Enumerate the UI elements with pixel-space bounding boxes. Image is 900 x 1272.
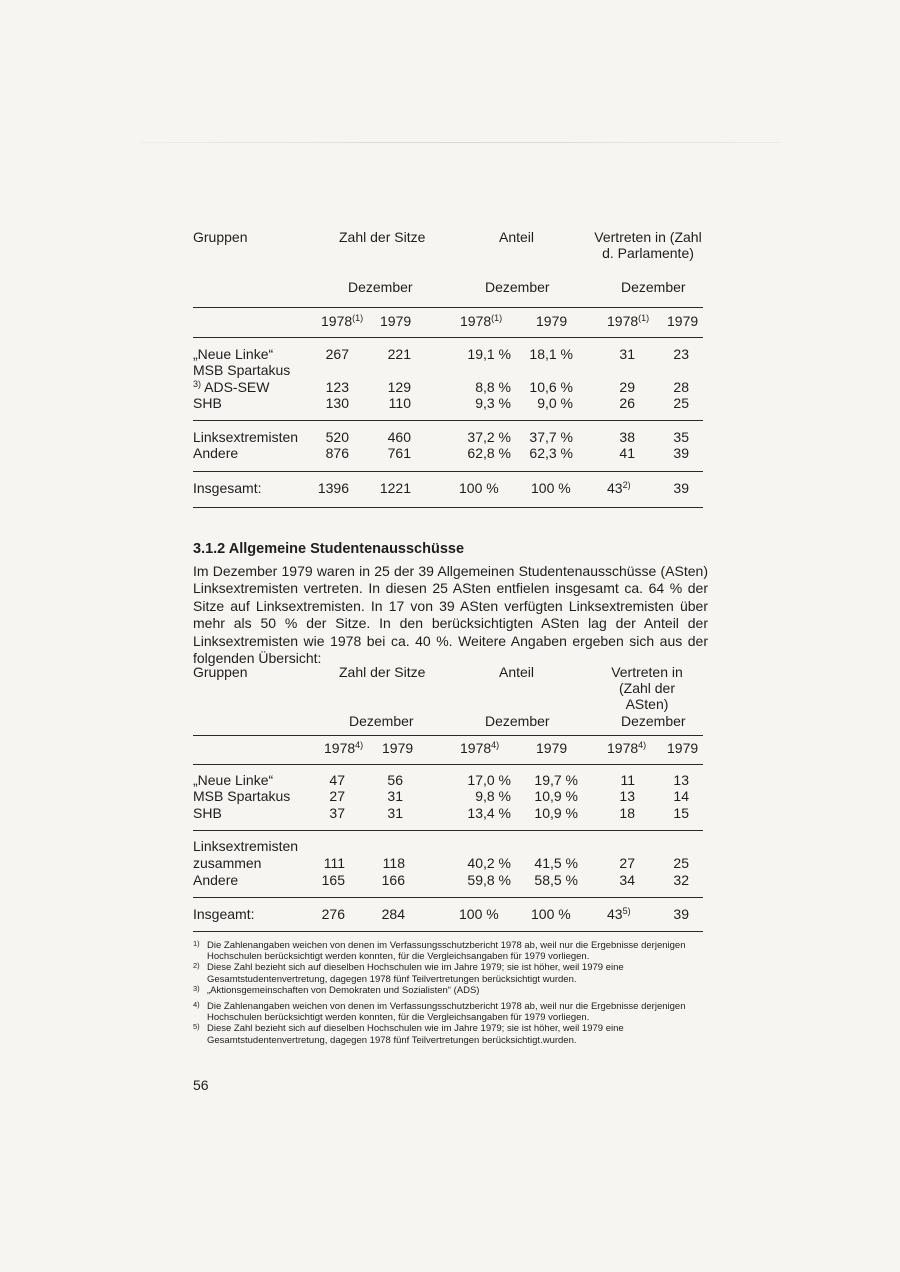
cell: 130 xyxy=(325,395,349,411)
table-rule xyxy=(193,830,703,831)
cell: 25 xyxy=(673,395,689,411)
col-header-groups: Gruppen xyxy=(193,664,248,680)
table-rule xyxy=(193,337,703,338)
subheader-share-month: Dezember xyxy=(485,279,550,295)
cell: 100 % xyxy=(459,480,499,496)
cell: 35 xyxy=(673,429,689,445)
cell: 267 xyxy=(325,346,349,362)
cell: 39 xyxy=(673,480,689,496)
cell: 9,8 % xyxy=(475,788,511,804)
footnote-mark: 4) xyxy=(193,1000,200,1010)
year-cell: 1979 xyxy=(380,313,412,329)
cell: 59,8 % xyxy=(467,872,511,888)
cell: 23 xyxy=(673,346,689,362)
cell: 11 xyxy=(620,772,635,788)
row-label: zusammen xyxy=(193,855,262,871)
cell: 27 xyxy=(619,855,635,871)
subheader-represented-month: Dezember xyxy=(621,713,686,729)
table-asten xyxy=(193,664,703,934)
cell: 19,7 % xyxy=(534,772,578,788)
cell: 62,8 % xyxy=(467,445,511,461)
cell: 276 xyxy=(321,906,345,922)
cell: 19,1 % xyxy=(467,346,511,362)
cell: 13 xyxy=(619,788,635,804)
year-cell: 1979 xyxy=(667,313,699,329)
cell: 31 xyxy=(387,788,403,804)
cell: 62,3 % xyxy=(529,445,573,461)
cell: 34 xyxy=(619,872,635,888)
cell: 17,0 % xyxy=(467,772,511,788)
cell: 100 % xyxy=(531,906,571,922)
cell: 10,9 % xyxy=(534,805,578,821)
col-header-seats: Zahl der Sitze xyxy=(339,664,426,680)
cell: 118 xyxy=(382,855,405,871)
footnote: 1) Die Zahlenangaben weichen von denen im Verfassungsschutzbericht 1978 ab, weil nur die Ergebnisse derjenigen Hochschulen berücksichtigt werden konnten, für die Vergleichsangaben für 1979 vorliegen. xyxy=(193,939,686,963)
footnote-mark: 2) xyxy=(193,961,200,971)
cell: 10,9 % xyxy=(534,788,578,804)
cell: 284 xyxy=(381,906,405,922)
cell: 32 xyxy=(673,872,689,888)
cell: 221 xyxy=(387,346,411,362)
cell: 43$^{2)}$ xyxy=(607,480,631,496)
table-rule xyxy=(193,471,703,472)
col-header-represented: Vertreten in (Zahl d. Parlamente) xyxy=(594,229,702,261)
section-paragraph: Im Dezember 1979 waren in 25 der 39 Allgemeinen Studentenausschüsse (ASten) Linksextremisten vertreten. In diesen 25 ASten entfielen insgesamt ca. 64 % der Sitze auf Linksextremisten. In 17 von 39 ASten verfügten Linksextremisten über mehr als 50 % der Sitze. In den berücksichtigten ASten lag der Anteil der Linksextremisten wie 1978 bei ca. 40 %. Weitere Angaben ergeben sich aus der folgenden Übersicht: xyxy=(193,563,708,667)
cell: 14 xyxy=(673,788,689,804)
cell: 1396 xyxy=(317,480,349,496)
footnote: 3) „Aktionsgemeinschaften von Demokraten und Sozialisten“ (ADS) xyxy=(193,983,480,996)
row-label: „Neue Linke“ xyxy=(193,772,274,788)
row-label: MSB Spartakus xyxy=(193,788,291,804)
year-cell: 1978$^{4)}$ xyxy=(607,740,647,756)
page-number: 56 xyxy=(193,1077,209,1093)
cell: 37 xyxy=(329,805,345,821)
cell: 47 xyxy=(329,772,345,788)
table-rule xyxy=(193,420,703,421)
footnote-mark: 5) xyxy=(193,1022,200,1032)
row-label: Linksextremisten xyxy=(193,429,299,445)
cell: 56 xyxy=(387,772,403,788)
cell: 166 xyxy=(381,872,405,888)
cell: 31 xyxy=(619,346,635,362)
scan-artifact-line xyxy=(140,142,780,143)
row-label: Andere xyxy=(193,872,239,888)
row-label: Insgeamt: xyxy=(193,906,255,922)
cell: 18,1 % xyxy=(529,346,573,362)
cell: 8,8 % xyxy=(475,379,511,395)
row-label: SHB xyxy=(193,805,222,821)
footnote: 4) Die Zahlenangaben weichen von denen im Verfassungsschutzbericht 1978 ab, weil nur die Ergebnisse derjenigen Hochschulen berücksichtigt werden konnten, für die Vergleichsangaben für 1979 vorliegen. xyxy=(193,1000,686,1024)
footnote-mark: 1) xyxy=(193,939,200,948)
section-heading: 3.1.2 Allgemeine Studentenausschüsse xyxy=(193,541,465,557)
cell: 129 xyxy=(387,379,411,395)
footnote-mark: 3) xyxy=(193,983,200,993)
cell: 15 xyxy=(673,805,689,821)
table-parliaments xyxy=(193,229,703,509)
cell: 165 xyxy=(321,872,345,888)
year-cell: 1979 xyxy=(382,740,414,756)
cell: 29 xyxy=(619,379,635,395)
table-rule xyxy=(193,897,703,898)
table-rule xyxy=(193,764,703,765)
cell: 100 % xyxy=(459,906,499,922)
cell: 761 xyxy=(387,445,411,461)
row-label: Andere xyxy=(193,445,239,461)
cell: 31 xyxy=(387,805,403,821)
table-rule xyxy=(193,307,703,308)
cell: 460 xyxy=(387,429,411,445)
table-rule xyxy=(193,507,703,508)
year-cell: 1978$^{4)}$ xyxy=(460,740,500,756)
cell: 39 xyxy=(673,906,689,922)
col-header-groups: Gruppen xyxy=(193,229,248,245)
cell: 41 xyxy=(619,445,635,461)
cell: 43$^{5)}$ xyxy=(607,906,631,922)
year-cell: 1978$^{(1)}$ xyxy=(460,313,503,329)
row-label: Insgesamt: xyxy=(193,480,262,496)
cell: 26 xyxy=(619,395,635,411)
footnotes xyxy=(193,940,708,1046)
row-label: MSB Spartakus xyxy=(193,362,291,378)
year-cell: 1978$^{(1)}$ xyxy=(321,313,364,329)
cell: 37,2 % xyxy=(467,429,511,445)
row-label: „Neue Linke“ xyxy=(193,346,274,362)
cell: 100 % xyxy=(531,480,571,496)
row-label: Linksextremisten xyxy=(193,838,299,854)
cell: 10,6 % xyxy=(529,379,573,395)
col-header-share: Anteil xyxy=(499,229,535,245)
cell: 37,7 % xyxy=(529,429,573,445)
year-cell: 1979 xyxy=(667,740,699,756)
cell: 27 xyxy=(329,788,345,804)
col-header-represented: Vertreten in (Zahl der ASten) xyxy=(611,664,683,712)
cell: 123 xyxy=(325,379,349,395)
cell: 40,2 % xyxy=(467,855,511,871)
cell: 111 xyxy=(323,855,345,871)
cell: 41,5 % xyxy=(534,855,578,871)
footnote: 2) Diese Zahl bezieht sich auf dieselben Hochschulen wie im Jahre 1979; sie ist höher, weil 1979 eine Gesamtstudentenvertretung, dagegen 1978 fünf Teilvertretungen berücksichtigt wurden. xyxy=(193,961,624,985)
year-cell: 1979 xyxy=(536,740,568,756)
cell: 110 xyxy=(388,395,411,411)
year-cell: 1978$^{4)}$ xyxy=(324,740,364,756)
table-rule xyxy=(193,931,703,932)
subheader-seats-month: Dezember xyxy=(349,713,414,729)
cell: 39 xyxy=(673,445,689,461)
col-header-share: Anteil xyxy=(499,664,535,680)
cell: 25 xyxy=(673,855,689,871)
cell: 38 xyxy=(619,429,635,445)
footnote: 5) Diese Zahl bezieht sich auf dieselben Hochschulen wie im Jahre 1979; sie ist höher, weil 1979 eine Gesamtstudentenvertretung, dagegen 1978 fünf Teilvertretungen berücksichtigt.wurden. xyxy=(193,1022,624,1046)
col-header-seats: Zahl der Sitze xyxy=(339,229,426,245)
cell: 520 xyxy=(325,429,349,445)
row-label: $^{3)}$ ADS-SEW xyxy=(193,379,270,395)
cell: 18 xyxy=(619,805,635,821)
table-rule xyxy=(193,735,703,736)
cell: 13 xyxy=(673,772,689,788)
subheader-seats-month: Dezember xyxy=(348,279,413,295)
cell: 13,4 % xyxy=(467,805,511,821)
cell: 9,0 % xyxy=(537,395,573,411)
year-cell: 1978$^{(1)}$ xyxy=(607,313,650,329)
cell: 1221 xyxy=(379,480,411,496)
year-cell: 1979 xyxy=(536,313,568,329)
cell: 58,5 % xyxy=(534,872,578,888)
cell: 9,3 % xyxy=(475,395,511,411)
row-label: SHB xyxy=(193,395,222,411)
cell: 876 xyxy=(325,445,349,461)
subheader-represented-month: Dezember xyxy=(621,279,686,295)
subheader-share-month: Dezember xyxy=(485,713,550,729)
cell: 28 xyxy=(673,379,689,395)
